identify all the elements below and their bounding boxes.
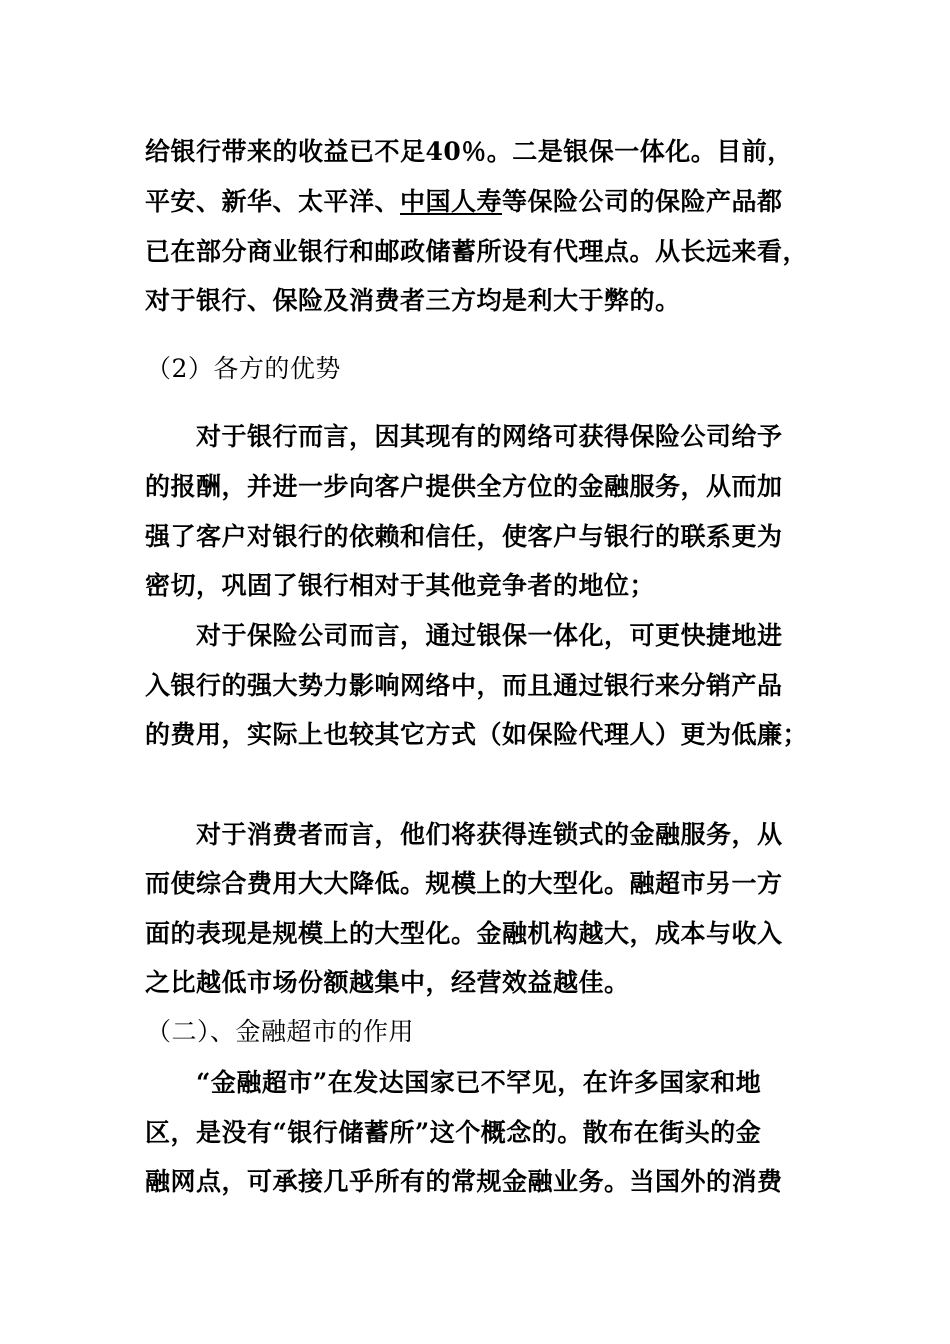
section-heading: （二）、金融超市的作用 — [146, 1017, 415, 1046]
paragraph-line: 已在部分商业银行和邮政储蓄所设有代理点。从长远来看， — [145, 237, 809, 266]
paragraph-line: 的费用，实际上也较其它方式（如保险代理人）更为低廉； — [145, 720, 809, 749]
paragraph-line: 的报酬，并进一步向客户提供全方位的金融服务，从而加 — [145, 472, 783, 501]
paragraph-line: 面的表现是规模上的大型化。金融机构越大，成本与收入 — [145, 919, 783, 948]
text-span: 平安、新华、太平洋、 — [145, 187, 401, 216]
paragraph-line: 对于保险公司而言，通过银保一体化，可更快捷地进 — [196, 621, 783, 650]
paragraph-line: 对于消费者而言，他们将获得连锁式的金融服务，从 — [196, 820, 783, 849]
paragraph-line: 而使综合费用大大降低。规模上的大型化。融超市另一方 — [145, 869, 783, 898]
paragraph-line: 强了客户对银行的依赖和信任，使客户与银行的联系更为 — [145, 522, 783, 551]
text-span: 等保险公司的保险产品都 — [502, 187, 783, 216]
paragraph-line: 区，是没有“银行储蓄所”这个概念的。散布在街头的金 — [145, 1118, 762, 1147]
paragraph-line: 给银行带来的收益已不足40％。二是银保一体化。目前， — [145, 137, 793, 166]
paragraph-line: 密切，巩固了银行相对于其他竞争者的地位； — [145, 571, 656, 600]
paragraph-line: 对于银行、保险及消费者三方均是利大于弊的。 — [145, 286, 681, 315]
paragraph-line: 对于银行而言，因其现有的网络可获得保险公司给予 — [196, 422, 783, 451]
paragraph-line — [145, 185, 783, 219]
paragraph-line: 之比越低市场份额越集中，经营效益越佳。 — [145, 968, 630, 997]
paragraph-line: “金融超市”在发达国家已不罕见，在许多国家和地 — [196, 1068, 762, 1097]
paragraph-line: 入银行的强大势力影响网络中，而且通过银行来分销产品 — [145, 671, 783, 700]
underlined-link[interactable]: 中国人寿 — [400, 187, 503, 216]
paragraph-line: 融网点，可承接几乎所有的常规金融业务。当国外的消费 — [145, 1167, 783, 1196]
section-heading: （2）各方的优势 — [146, 354, 341, 383]
